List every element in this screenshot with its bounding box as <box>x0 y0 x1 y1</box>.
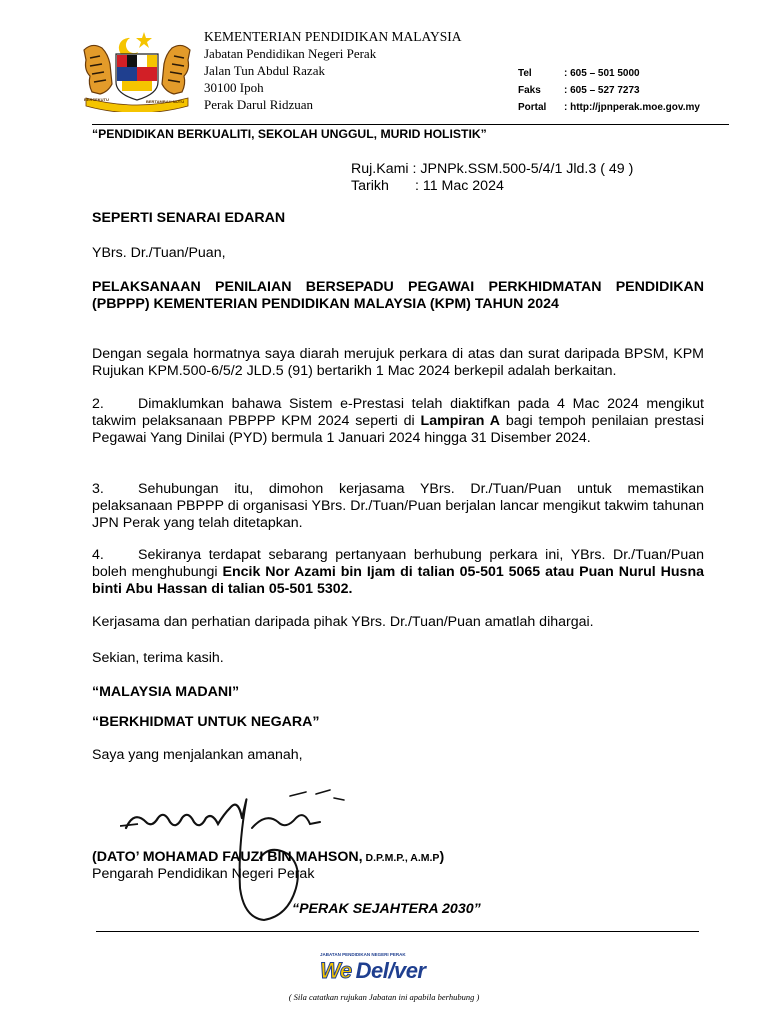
contact-value: : 605 – 501 5000 <box>564 68 640 79</box>
ministry-name: KEMENTERIAN PENDIDIKAN MALAYSIA <box>204 29 462 44</box>
address-line-3: Perak Darul Ridzuan <box>204 97 314 112</box>
paragraph-1: Dengan segala hormatnya saya diarah merujuk perkara di atas dan surat daripada BPSM, KPM Rujukan KPM.500-6/5/2 JLD.5 (91) bertarikh 1 Mac 2024 berkepil adalah berkaitan. <box>92 346 704 379</box>
header-divider <box>92 124 729 125</box>
paragraph-text: Sekiranya terdapat sebarang pertanyaan berhubung perkara ini, YBrs. Dr./Tuan/Puan boleh menghubungi <box>92 547 704 580</box>
footer-divider <box>96 931 699 932</box>
contact-persons: Encik Nor Azami bin Ijam di talian 05-501 5065 atau Puan Nurul Husna binti Abu Hassan di talian 05-501 5302. <box>92 564 704 597</box>
ministry-motto: “PENDIDIKAN BERKUALITI, SEKOLAH UNGGUL, MURID HOLISTIK” <box>92 127 487 141</box>
attachment-reference: Lampiran A <box>420 413 500 429</box>
reference-number <box>351 161 633 178</box>
contact-fax <box>518 82 700 99</box>
contact-label: Tel <box>518 68 532 79</box>
we-deliver-logo <box>318 952 468 988</box>
reference-value: : JPNPk.SSM.500-5/4/1 Jld.3 ( 49 ) <box>412 161 634 177</box>
signatory-full-name: (DATO’ MOHAMAD FAUZI BIN MAHSON, <box>92 849 363 865</box>
slogan-berkhidmat: “BERKHIDMAT UNTUK NEGARA” <box>92 714 320 730</box>
logo-we: We <box>320 958 352 983</box>
letter-subject: PELAKSANAAN PENILAIAN BERSEPADU PEGAWAI PERKHIDMATAN PENDIDIKAN (PBPPP) KEMENTERIAN PENDIDIKAN MALAYSIA (KPM) TAHUN 2024 <box>92 279 704 312</box>
date-value: : 11 Mac 2024 <box>415 178 504 194</box>
crest-ribbon-left: BERSEKUTU <box>84 97 109 102</box>
reference-block <box>351 161 633 195</box>
reference-label: Ruj.Kami <box>351 161 409 177</box>
sign-off: Saya yang menjalankan amanah, <box>92 747 303 763</box>
contact-label: Portal <box>518 102 547 113</box>
logo-wordmark <box>320 958 426 984</box>
paragraph-text: Sehubungan itu, dimohon kerjasama YBrs. Dr./Tuan/Puan untuk memastikan pelaksanaan PBPPP di organisasi YBrs. Dr./Tuan/Puan berjalan lancar mengikut takwim tahunan JPN Perak yang telah ditetapkan. <box>92 481 704 531</box>
contact-portal <box>518 99 700 116</box>
closing-line: Sekian, terima kasih. <box>92 650 224 666</box>
contact-block <box>518 65 700 116</box>
paragraph-number: 3. <box>92 481 104 497</box>
reference-date <box>351 178 633 195</box>
contact-value[interactable]: : http://jpnperak.moe.gov.my <box>564 102 700 113</box>
slogan-malaysia-madani: “MALAYSIA MADANI” <box>92 684 240 700</box>
address-line-2: 30100 Ipoh <box>204 80 264 95</box>
paragraph-2 <box>92 396 704 447</box>
date-label: Tarikh <box>351 178 389 194</box>
contact-label: Faks <box>518 85 541 96</box>
contact-tel <box>518 65 700 82</box>
paragraph-5: Kerjasama dan perhatian daripada pihak YBrs. Dr./Tuan/Puan amatlah dihargai. <box>92 614 594 630</box>
paragraph-text: bagi tempoh penilaian prestasi Pegawai Yang Dinilai (PYD) bermula 1 Januari 2024 hingga 31 Disember 2024. <box>92 413 705 446</box>
logo-deliver: Del/ver <box>355 958 426 983</box>
paragraph-text: Dimaklumkan bahawa Sistem e-Prestasi telah diaktifkan pada 4 Mac 2024 mengikut takwim pelaksanaan PBPPP KPM 2024 seperti di <box>92 396 704 429</box>
footer-note: ( Sila catatkan rujukan Jabatan ini apabila berhubung ) <box>288 992 480 1002</box>
paragraph-number: 4. <box>92 547 104 563</box>
crest-ribbon-right: BERTAMBAH MUTU <box>146 99 185 104</box>
contact-value: : 605 – 527 7273 <box>564 85 640 96</box>
paragraph-3 <box>92 481 704 532</box>
signatory-honours: D.P.M.P., A.M.P <box>362 852 440 864</box>
state-slogan: “PERAK SEJAHTERA 2030” <box>292 901 481 917</box>
paragraph-4 <box>92 547 704 598</box>
address-line-1: Jalan Tun Abdul Razak <box>204 63 325 78</box>
salutation: YBrs. Dr./Tuan/Puan, <box>92 245 226 261</box>
logo-caption: JABATAN PENDIDIKAN NEGERI PERAK <box>320 952 406 957</box>
signatory-name <box>92 849 444 865</box>
signatory-name-close: ) <box>439 849 445 865</box>
signatory-title: Pengarah Pendidikan Negeri Perak <box>92 866 315 882</box>
recipient: SEPERTI SENARAI EDARAN <box>92 210 286 226</box>
letterhead-address <box>204 28 462 113</box>
malaysia-coat-of-arms-logo <box>78 28 196 112</box>
paragraph-number: 2. <box>92 396 104 412</box>
department-name: Jabatan Pendidikan Negeri Perak <box>204 46 377 61</box>
